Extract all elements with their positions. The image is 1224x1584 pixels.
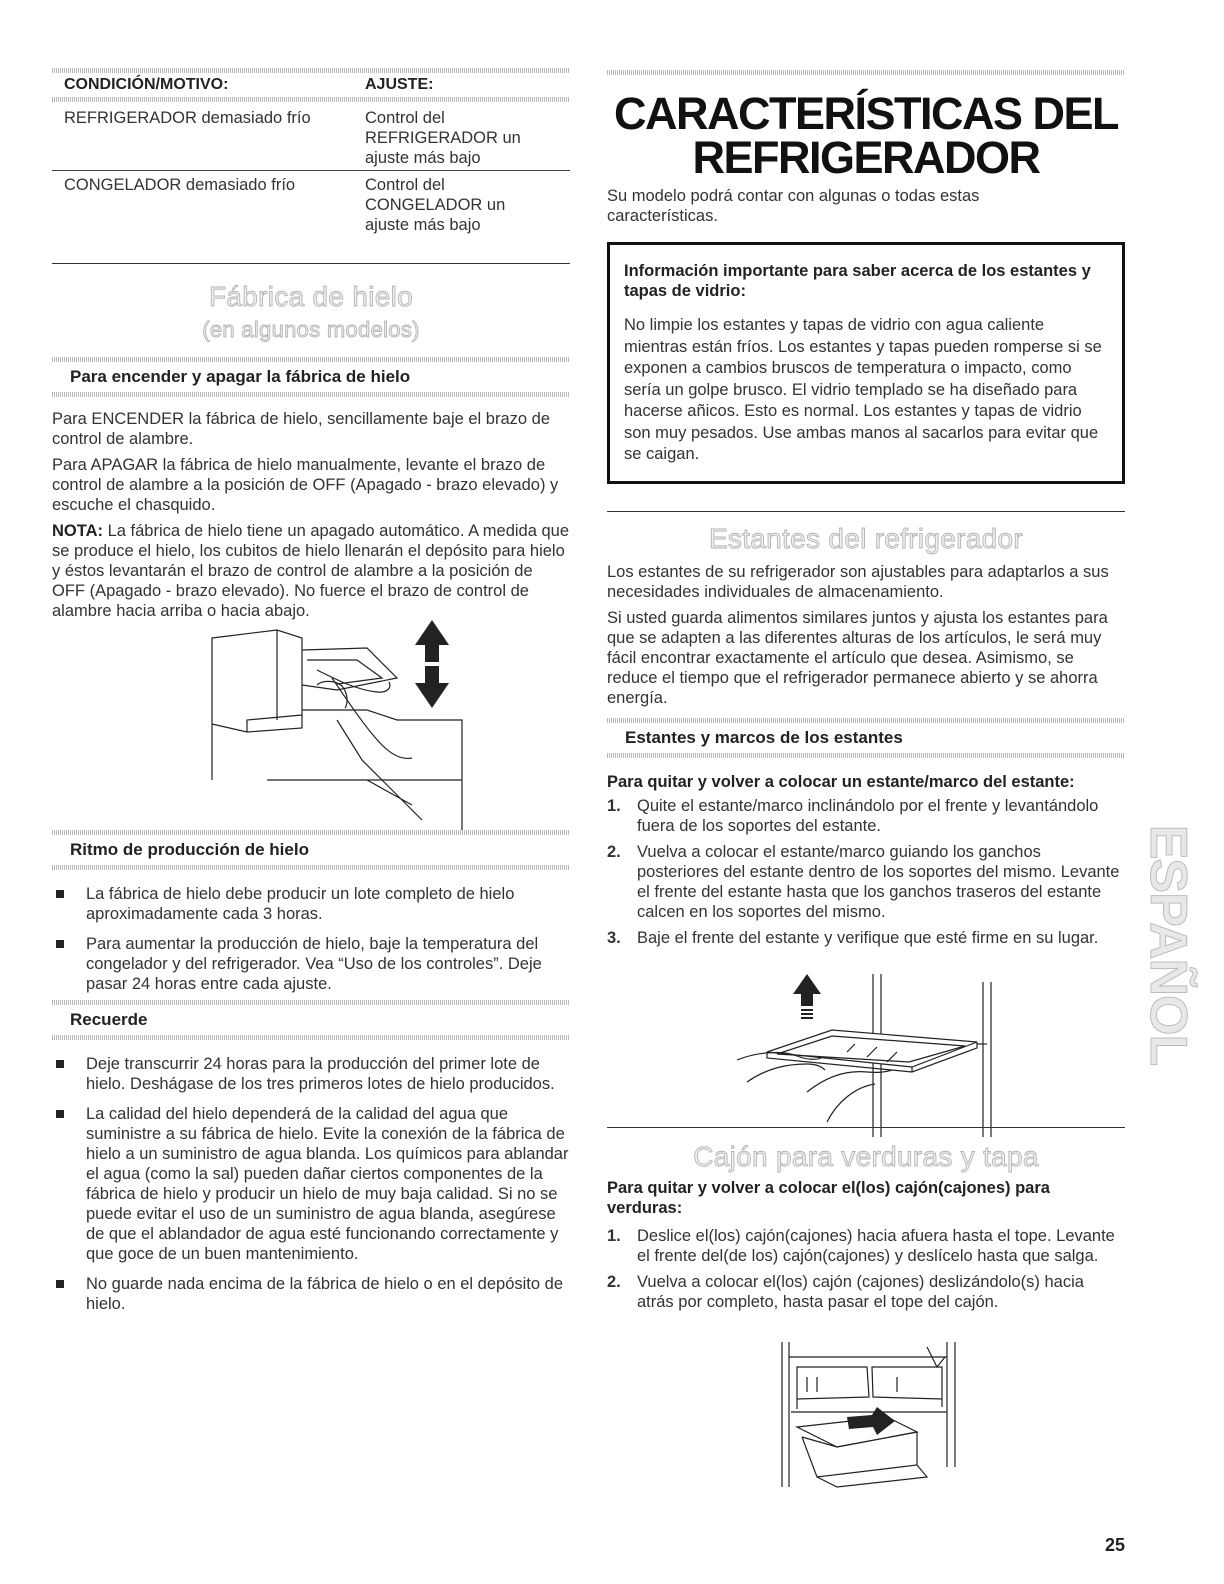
ice-maker-title: Fábrica de hielo bbox=[208, 281, 414, 312]
ice-maker-illustration bbox=[207, 620, 467, 835]
list-item bbox=[607, 1226, 1125, 1266]
step-number: 3. bbox=[607, 929, 621, 947]
note-paragraph bbox=[52, 521, 570, 621]
table-row bbox=[52, 102, 570, 170]
shelves-paragraph: Si usted guarda alimentos similares juntos y ajusta los estantes para que se adapten a las diferentes alturas de los artículos, le será muy fácil encontrar exactamente el artículo que desea. Asimismo, se reduce el tiempo que el refrigerador permanece abierto y se ahorra energía. bbox=[607, 609, 1108, 707]
bullet-icon bbox=[56, 890, 64, 898]
onoff-heading: Para encender y apagar la fábrica de hielo bbox=[70, 367, 411, 386]
step-number: 2. bbox=[607, 1273, 621, 1291]
table-header-condition: CONDICIÓN/MOTIVO: bbox=[64, 76, 229, 93]
subsection-rule bbox=[607, 753, 1125, 758]
list-item-text: Deje transcurrir 24 horas para la producción del primer lote de hielo. Deshágase de los tres primeros lotes de hielo producidos. bbox=[86, 1055, 555, 1093]
section-rule bbox=[607, 511, 1125, 512]
shelves-paragraph: Los estantes de su refrigerador son ajustables para adaptarlos a sus necesidades individuales de almacenamiento. bbox=[607, 563, 1109, 601]
section-rule bbox=[52, 263, 570, 264]
list-item-text: La calidad del hielo dependerá de la calidad del agua que suministre a su fábrica de hielo. Evite la conexión de la fábrica de hielo a un suministro de agua blanda. Los químicos para ablandar el agua (como la sal) pueden dañar ciertos componentes de la fábrica de hielo y producir un hielo de muy baja calidad. Si no se puede evitar el uso de un suministro de agua blanda, asegúrese de que el ablandador de agua esté funcionando correctamente y que goce de un buen mantenimiento. bbox=[86, 1105, 569, 1263]
list-item bbox=[52, 1274, 570, 1314]
onoff-paragraph: Para ENCENDER la fábrica de hielo, sencillamente baje el brazo de control de alambre. bbox=[52, 410, 551, 448]
remove-crisper-heading: Para quitar y volver a colocar el(los) cajón(cajones) para verduras: bbox=[607, 1179, 1050, 1217]
shelves-section bbox=[607, 511, 1125, 954]
list-item bbox=[607, 928, 1125, 948]
shelves-title: Estantes del refrigerador bbox=[708, 523, 1024, 554]
features-title bbox=[607, 88, 1125, 183]
table-cell-condition: REFRIGERADOR demasiado frío bbox=[64, 109, 311, 127]
remove-shelf-heading: Para quitar y volver a colocar un estante/marco del estante: bbox=[607, 773, 1075, 791]
subsection-rule bbox=[52, 865, 570, 870]
section-rule bbox=[607, 1127, 1125, 1128]
frames-heading: Estantes y marcos de los estantes bbox=[625, 728, 903, 747]
page-number: 25 bbox=[1104, 1535, 1125, 1555]
note-label: NOTA: bbox=[52, 522, 104, 540]
crisper-section bbox=[607, 1127, 1125, 1318]
rate-heading: Ritmo de producción de hielo bbox=[70, 840, 309, 859]
subsection-rule bbox=[52, 1035, 570, 1040]
onoff-body bbox=[52, 409, 570, 621]
adjust-table bbox=[52, 68, 570, 241]
list-item-text: Para aumentar la producción de hielo, baje la temperatura del congelador y del refrigerador. Vea “Uso de los controles”. Deje pasar 24 horas entre cada ajuste. bbox=[86, 935, 542, 993]
crisper-illustration bbox=[777, 1337, 977, 1492]
list-item bbox=[607, 1272, 1125, 1312]
bullet-icon bbox=[56, 1280, 64, 1288]
glass-warning-box bbox=[607, 242, 1125, 484]
bullet-icon bbox=[56, 1110, 64, 1118]
note-text: La fábrica de hielo tiene un apagado automático. A medida que se produce el hielo, los cubitos de hielo llenarán el depósito para hielo y éstos levantarán el brazo de control de alambre a la posición de OFF (Apagado - brazo elevado). No fuerce el brazo de control de alambre hacia arriba o hacia abajo. bbox=[52, 522, 570, 620]
list-item bbox=[52, 934, 570, 994]
table-cell-adjust: Control del REFRIGERADOR un ajuste más bajo bbox=[365, 109, 521, 167]
features-title-line1: CARACTERÍSTICAS DEL bbox=[613, 88, 1118, 139]
list-item-text: La fábrica de hielo debe producir un lote completo de hielo aproximadamente cada 3 horas. bbox=[86, 885, 515, 923]
step-text: Deslice el(los) cajón(cajones) hacia afuera hasta el tope. Levante el frente del(de los) cajón(cajones) y deslícelo hasta que salga. bbox=[637, 1227, 1115, 1265]
table-header-row bbox=[52, 73, 570, 97]
ice-maker-section bbox=[52, 263, 570, 627]
warning-heading: Información importante para saber acerca de los estantes y tapas de vidrio: bbox=[624, 262, 1091, 300]
side-tab-label: ESPAÑOL bbox=[1139, 824, 1197, 1066]
features-intro: Su modelo podrá contar con algunas o todas estas características. bbox=[607, 187, 980, 225]
step-text: Vuelva a colocar el estante/marco guiando los ganchos posteriores del estante dentro de los soportes del mismo. Levante el frente del estante hasta que los ganchos traseros del estante calcen en los soportes del mismo. bbox=[637, 843, 1120, 921]
list-item bbox=[607, 796, 1125, 836]
list-item-text: No guarde nada encima de la fábrica de hielo o en el depósito de hielo. bbox=[86, 1275, 564, 1313]
ice-maker-subtitle: (en algunos modelos) bbox=[202, 317, 420, 342]
table-cell-adjust: Control del CONGELADOR un ajuste más bajo bbox=[365, 176, 506, 234]
bullet-icon bbox=[56, 940, 64, 948]
list-item bbox=[607, 842, 1125, 922]
list-item bbox=[52, 884, 570, 924]
top-rule bbox=[607, 70, 1125, 75]
crisper-title: Cajón para verduras y tapa bbox=[693, 1141, 1039, 1172]
step-text: Vuelva a colocar el(los) cajón (cajones) deslizándolo(s) hacia atrás por completo, hasta pasar el tope del cajón. bbox=[637, 1273, 1084, 1311]
onoff-paragraph: Para APAGAR la fábrica de hielo manualmente, levante el brazo de control de alambre a la posición de OFF (Apagado - brazo elevado) y escuche el chasquido. bbox=[52, 456, 559, 514]
features-title-line2: REFRIGERADOR bbox=[692, 132, 1040, 183]
list-item bbox=[52, 1104, 570, 1264]
step-number: 1. bbox=[607, 1227, 621, 1245]
table-header-adjust: AJUSTE: bbox=[365, 76, 434, 93]
shelf-illustration bbox=[737, 972, 1007, 1142]
bullet-icon bbox=[56, 1060, 64, 1068]
side-tab-espanol bbox=[1118, 820, 1218, 1070]
step-number: 2. bbox=[607, 843, 621, 861]
table-cell-condition: CONGELADOR demasiado frío bbox=[64, 176, 296, 194]
subsection-rule bbox=[52, 392, 570, 397]
step-number: 1. bbox=[607, 797, 621, 815]
ice-rate-section bbox=[52, 830, 570, 1004]
remember-heading: Recuerde bbox=[70, 1010, 148, 1029]
list-item bbox=[52, 1054, 570, 1094]
step-text: Quite el estante/marco inclinándolo por el frente y levantándolo fuera de los soportes del estante. bbox=[637, 797, 1099, 835]
table-row bbox=[52, 171, 570, 241]
warning-text: No limpie los estantes y tapas de vidrio con agua caliente mientras están fríos. Los estantes y tapas pueden romperse si se exponen a cambios bruscos de temperatura o impacto, como sería un golpe brusco. El vidrio templado se ha diseñado para hacerse añicos. Esto es normal. Los estantes y tapas de vidrio son muy pesados. Use ambas manos al sacarlos para evitar que se caigan. bbox=[624, 316, 1102, 463]
step-text: Baje el frente del estante y verifique que esté firme en su lugar. bbox=[637, 929, 1099, 947]
remember-section bbox=[52, 1000, 570, 1324]
